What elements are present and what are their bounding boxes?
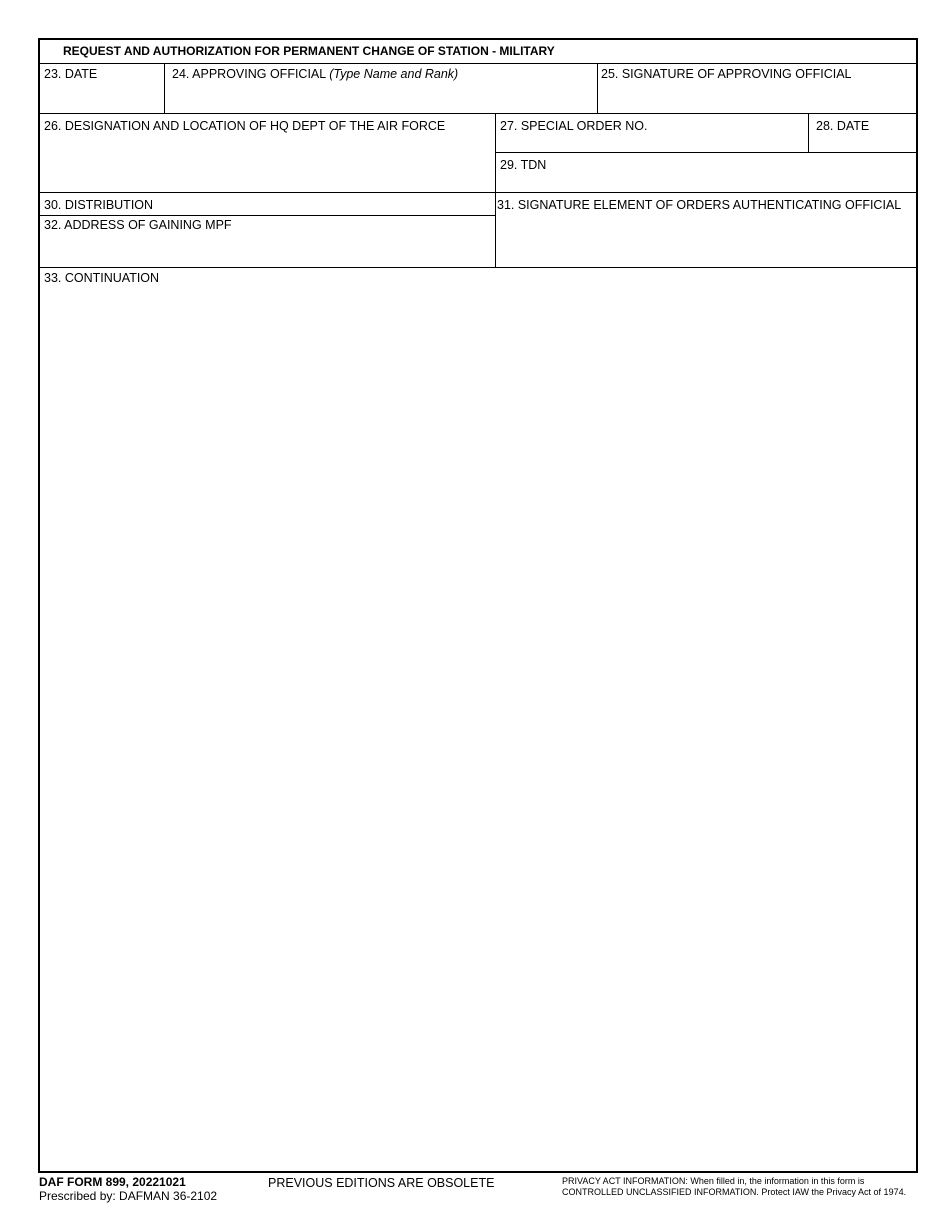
- label-32-gaining-mpf: 32. ADDRESS OF GAINING MPF: [44, 218, 232, 232]
- continuation-field[interactable]: [40, 267, 916, 1171]
- label-27-special-order: 27. SPECIAL ORDER NO.: [500, 119, 648, 133]
- label-23-date: 23. DATE: [44, 67, 98, 81]
- label-24-approving-official: [172, 67, 458, 81]
- label-24-text: 24. APPROVING OFFICIAL: [172, 67, 330, 81]
- label-28-date: 28. DATE: [816, 119, 870, 133]
- label-30-distribution: 30. DISTRIBUTION: [44, 198, 154, 212]
- privacy-notice: [562, 1176, 906, 1198]
- label-25-signature: 25. SIGNATURE OF APPROVING OFFICIAL: [601, 67, 852, 81]
- label-24-hint: (Type Name and Rank): [329, 67, 459, 81]
- form-title: REQUEST AND AUTHORIZATION FOR PERMANENT CHANGE OF STATION - MILITARY: [63, 44, 555, 58]
- privacy-line-2: CONTROLLED UNCLASSIFIED INFORMATION. Protect IAW the Privacy Act of 1974.: [562, 1187, 907, 1197]
- label-33-continuation: 33. CONTINUATION: [44, 271, 160, 285]
- pcs-form: [38, 38, 918, 1173]
- label-29-tdn: 29. TDN: [500, 158, 547, 172]
- label-26-designation: 26. DESIGNATION AND LOCATION OF HQ DEPT OF THE AIR FORCE: [44, 119, 446, 133]
- privacy-line-1: PRIVACY ACT INFORMATION: When filled in, the information in this form is: [562, 1176, 865, 1186]
- form-number: DAF FORM 899, 20221021: [39, 1175, 186, 1189]
- obsolete-notice: PREVIOUS EDITIONS ARE OBSOLETE: [268, 1176, 495, 1190]
- prescribed-by: Prescribed by: DAFMAN 36-2102: [39, 1189, 218, 1203]
- label-31-signature-element: 31. SIGNATURE ELEMENT OF ORDERS AUTHENTICATING OFFICIAL: [497, 198, 902, 212]
- tdn-field[interactable]: [495, 152, 916, 192]
